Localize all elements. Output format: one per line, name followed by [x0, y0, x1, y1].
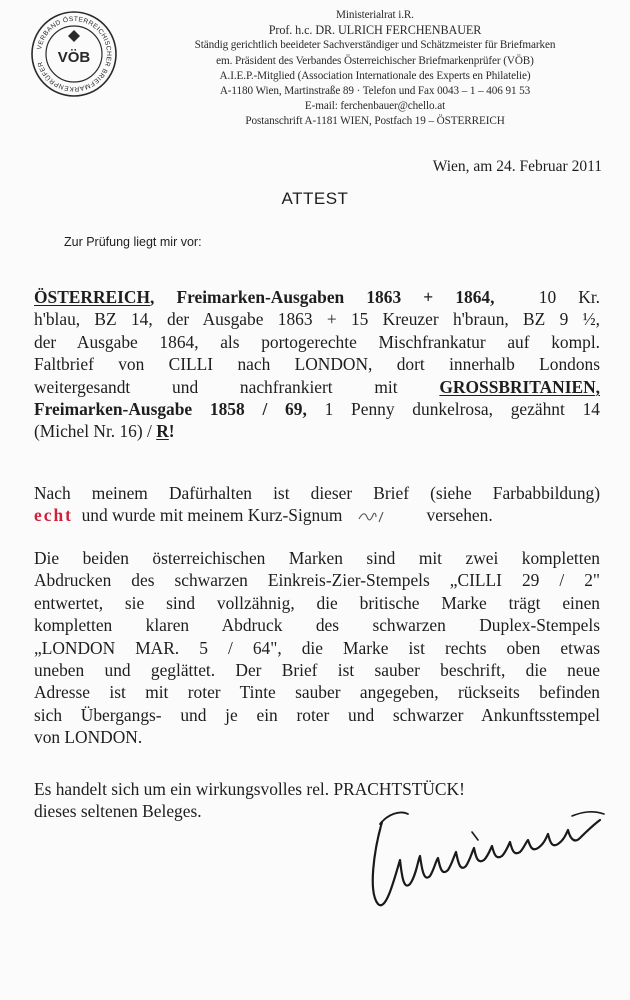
- item-description: [34, 286, 600, 443]
- condition-line: sich Übergangs- und je ein roter und schwarzer Ankunftsstempel: [34, 704, 600, 725]
- letterhead-line-4: em. Präsident des Verbandes Österreichischer Briefmarkenprüfer (VÖB): [216, 54, 534, 67]
- verdict-line: Nach meinem Dafürhalten ist dieser Brief (siehe Farbabbildung): [34, 483, 600, 503]
- condition-line: Adresse ist mit roter Tinte sauber angegeben, rückseits befinden: [34, 682, 600, 703]
- svg-text:VERBAND ÖSTERREICHISCHER BRIEF: VERBAND ÖSTERREICHISCHER BRIEFMARKENPRÜFER: [36, 15, 113, 93]
- letterhead-line-5: A.I.E.P.-Mitglied (Association Internationale des Experts en Philatelie): [219, 69, 531, 82]
- country-heading: GROSSBRITANIEN,: [439, 376, 600, 397]
- letterhead-postal: Postanschrift A-1181 WIEN, Postfach 19 – ÖSTERREICH: [245, 115, 505, 128]
- country-heading: ÖSTERREICH: [34, 287, 150, 307]
- description-line: (Michel Nr. 16) / R!: [34, 421, 175, 442]
- description-line: Faltbrief von CILLI nach LONDON, dort innerhalb Londons: [34, 354, 600, 375]
- summary-line: dieses seltenen Beleges.: [34, 801, 202, 822]
- description-line: h'blau, BZ 14, der Ausgabe 1863 + 15 Kreuzer h'braun, BZ 9 ½,: [34, 309, 600, 330]
- verdict-paragraph: [34, 482, 600, 527]
- condition-line: uneben und geglättet. Der Brief ist sauber beschrift, die neue: [34, 660, 600, 681]
- intro-line: Zur Prüfung liegt mir vor:: [64, 235, 202, 249]
- handwritten-signature: [360, 800, 610, 915]
- description-line: Freimarken-Ausgabe 1858 / 69, 1 Penny dunkelrosa, gezähnt 14: [34, 399, 600, 420]
- rarity-mark: R: [156, 421, 169, 442]
- condition-line: von LONDON.: [34, 727, 143, 748]
- verdict-line: echt und wurde mit meinem Kurz-Signum versehen.: [34, 505, 493, 526]
- letterhead-email: E-mail: ferchenbauer@chello.at: [304, 100, 446, 113]
- condition-line: Die beiden österreichischen Marken sind mit zwei kompletten: [34, 548, 600, 568]
- letterhead-name: Prof. h.c. DR. ULRICH FERCHENBAUER: [268, 23, 482, 38]
- description-line: ÖSTERREICH, Freimarken-Ausgaben 1863 + 1864, 10 Kr.: [34, 287, 601, 307]
- description-line: weitergesandt und nachfrankiert mit GROSSBRITANIEN,: [34, 376, 600, 397]
- short-signature-mark: [355, 508, 413, 524]
- svg-text:VÖB: VÖB: [57, 49, 91, 66]
- document-date: Wien, am 24. Februar 2011: [432, 158, 602, 175]
- condition-line: „LONDON MAR. 5 / 64", die Marke ist rechts oben etwas: [34, 637, 600, 658]
- document-title: ATTEST: [281, 189, 349, 208]
- echt-stamp: echt: [34, 505, 73, 526]
- letterhead-line-3: Ständig gerichtlich beeideter Sachverständiger und Schätzmeister für Briefmarken: [194, 39, 556, 52]
- letterhead: [150, 8, 600, 130]
- letterhead-address: A-1180 Wien, Martinstraße 89 · Telefon und Fax 0043 – 1 – 406 91 53: [219, 85, 531, 98]
- condition-line: kompletten klaren Abdruck des schwarzen Duplex-Stempels: [34, 615, 600, 636]
- letterhead-title: Ministerialrat i.R.: [336, 9, 414, 21]
- description-line: der Ausgabe 1864, als portogerechte Mischfrankatur auf kompl.: [34, 331, 600, 352]
- condition-paragraph: [34, 547, 600, 749]
- condition-line: entwertet, sie sind vollzähnig, die britische Marke trägt einen: [34, 592, 600, 613]
- condition-line: Abdrucken des schwarzen Einkreis-Zier-Stempels „CILLI 29 / 2": [34, 570, 600, 591]
- voeb-seal-logo: [30, 10, 118, 98]
- summary-line: Es handelt sich um ein wirkungsvolles rel. PRACHTSTÜCK!: [34, 779, 465, 799]
